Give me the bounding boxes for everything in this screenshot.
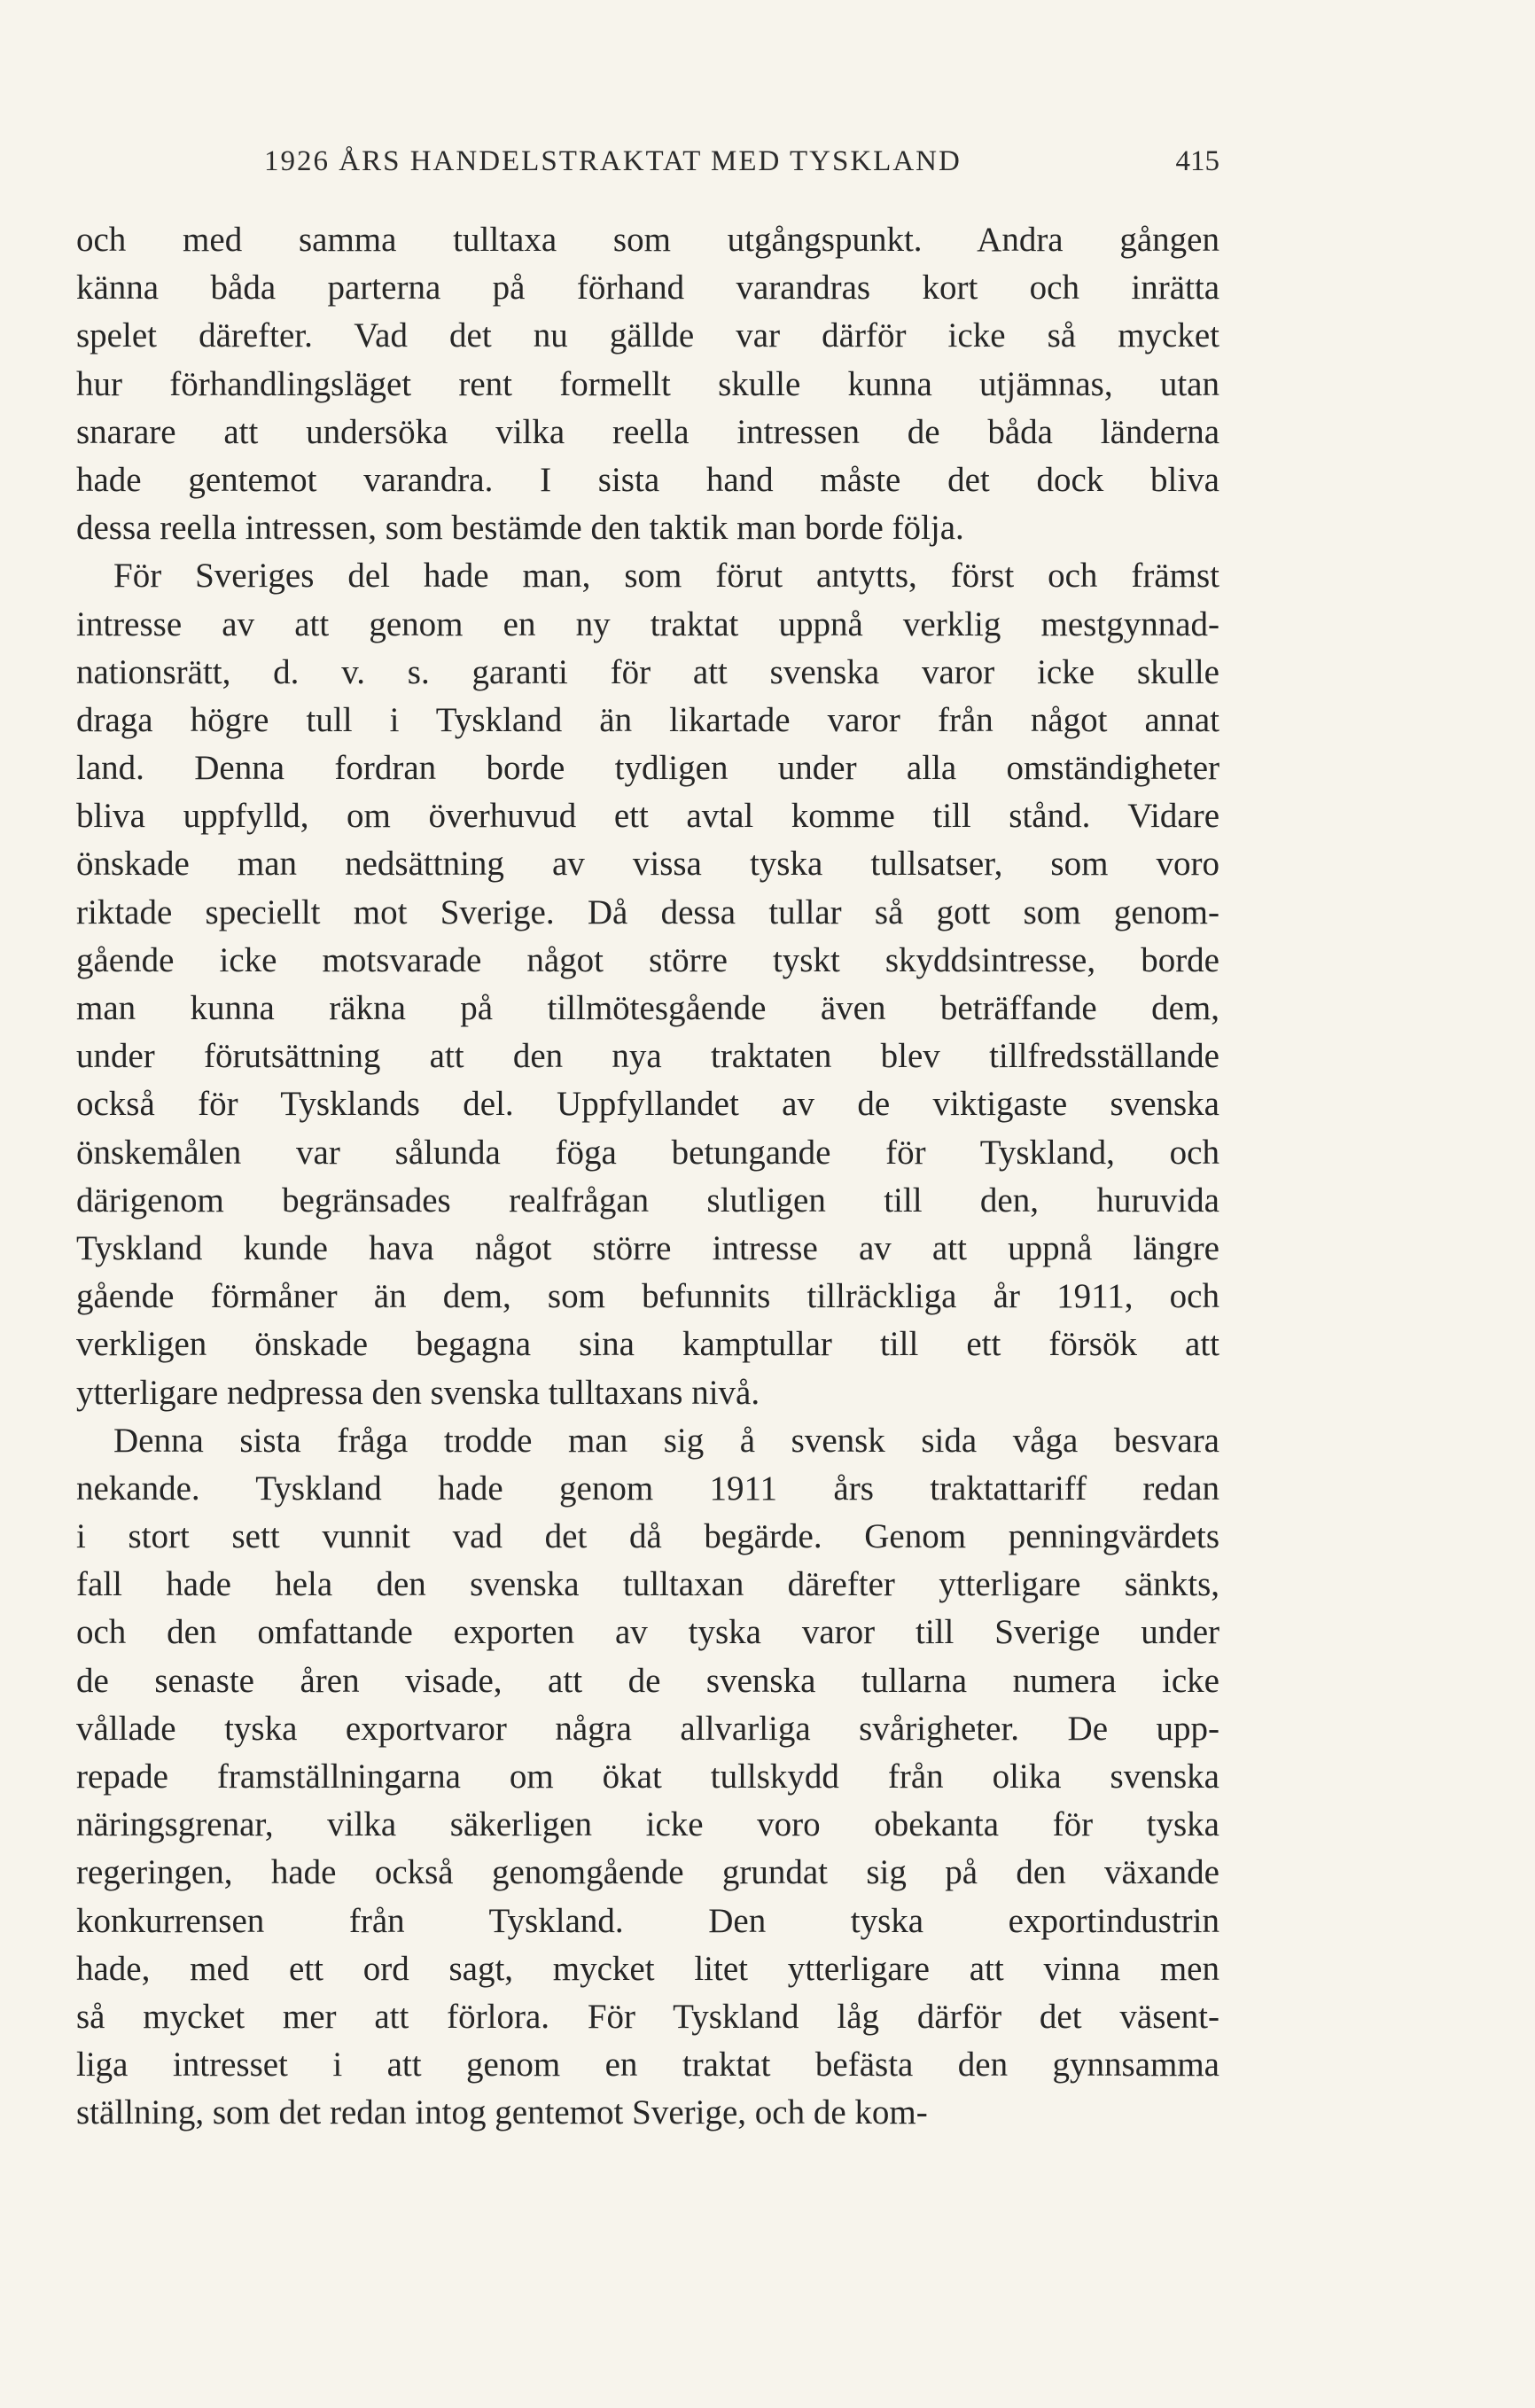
- text-line: och med samma tulltaxa som utgångspunkt. Andra gången: [76, 221, 1219, 259]
- text-line: snarare att undersöka vilka reella intressen de båda länderna: [76, 412, 1219, 451]
- text-line: bliva uppfylld, om överhuvud ett avtal komme till stånd. Vidare: [76, 797, 1219, 836]
- text-line: därigenom begränsades realfrågan slutligen till den, huruvida: [76, 1181, 1219, 1220]
- paragraph: [76, 1417, 1219, 2138]
- text-line: nationsrätt, d. v. s. garanti för att svenska varor icke skulle: [76, 652, 1219, 691]
- text-line: känna båda parterna på förhand varandras kort och inrätta: [76, 269, 1219, 308]
- text-line: liga intresset i att genom en traktat befästa den gynnsamma: [76, 2046, 1219, 2085]
- text-line: ytterligare nedpressa den svenska tulltaxans nivå.: [76, 1373, 760, 1412]
- text-line: och den omfattande exporten av tyska varor till Sverige under: [76, 1613, 1219, 1652]
- body-text: [76, 216, 1219, 2138]
- page-number: 415: [1175, 145, 1219, 177]
- text-line: så mycket mer att förlora. För Tyskland låg därför det väsent-: [76, 1997, 1219, 2036]
- text-line: land. Denna fordran borde tydligen under alla omständigheter: [76, 749, 1219, 788]
- text-line: För Sveriges del hade man, som förut antytts, först och främst: [113, 557, 1219, 596]
- text-line: önskemålen var sålunda föga betungande för Tyskland, och: [76, 1133, 1219, 1172]
- text-line: man kunna räkna på tillmötesgående även beträffande dem,: [76, 989, 1219, 1027]
- text-line: gående förmåner än dem, som befunnits tillräckliga år 1911, och: [76, 1277, 1219, 1316]
- paragraph: [76, 552, 1219, 1416]
- text-line: draga högre tull i Tyskland än likartade varor från något annat: [76, 700, 1219, 739]
- text-line: hade, med ett ord sagt, mycket litet ytterligare att vinna men: [76, 1949, 1219, 1988]
- text-line: hade gentemot varandra. I sista hand måste det dock bliva: [76, 460, 1219, 499]
- text-line: också för Tysklands del. Uppfyllandet av de viktigaste svenska: [76, 1085, 1219, 1124]
- text-line: ställning, som det redan intog gentemot Sverige, och de kom-: [76, 2093, 928, 2132]
- text-line: nekande. Tyskland hade genom 1911 års traktattariff redan: [76, 1469, 1219, 1508]
- text-line: verkligen önskade begagna sina kamptullar till ett försök att: [76, 1325, 1219, 1364]
- text-line: hur förhandlingsläget rent formellt skulle kunna utjämnas, utan: [76, 364, 1219, 403]
- text-line: önskade man nedsättning av vissa tyska tullsatser, som voro: [76, 845, 1219, 884]
- text-line: dessa reella intressen, som bestämde den taktik man borde följa.: [76, 509, 964, 548]
- text-line: Denna sista fråga trodde man sig å svensk sida våga besvara: [113, 1421, 1219, 1460]
- text-line: gående icke motsvarade något större tyskt skyddsintresse, borde: [76, 940, 1219, 979]
- text-line: under förutsättning att den nya traktaten blev tillfredsställande: [76, 1037, 1219, 1076]
- text-line: riktade speciellt mot Sverige. Då dessa tullar så gott som genom-: [76, 892, 1219, 931]
- text-line: konkurrensen från Tyskland. Den tyska exportindustrin: [76, 1901, 1219, 1940]
- text-line: i stort sett vunnit vad det då begärde. Genom penningvärdets: [76, 1517, 1219, 1556]
- text-line: vållade tyska exportvaror några allvarliga svårigheter. De upp-: [76, 1709, 1219, 1748]
- running-title: 1926 ÅRS HANDELSTRAKTAT MED TYSKLAND: [264, 145, 962, 177]
- text-line: Tyskland kunde hava något större intresse av att uppnå längre: [76, 1228, 1219, 1267]
- text-line: intresse av att genom en ny traktat uppnå verklig mestgynnad-: [76, 604, 1219, 643]
- text-line: spelet därefter. Vad det nu gällde var därför icke så mycket: [76, 316, 1219, 355]
- text-line: näringsgrenar, vilka säkerligen icke voro obekanta för tyska: [76, 1805, 1219, 1844]
- running-head: [76, 145, 1219, 188]
- text-line: regeringen, hade också genomgående grundat sig på den växande: [76, 1853, 1219, 1892]
- text-line: fall hade hela den svenska tulltaxan därefter ytterligare sänkts,: [76, 1565, 1219, 1604]
- text-line: de senaste åren visade, att de svenska tullarna numera icke: [76, 1661, 1219, 1700]
- paragraph: [76, 216, 1219, 552]
- text-line: repade framställningarna om ökat tullskydd från olika svenska: [76, 1757, 1219, 1796]
